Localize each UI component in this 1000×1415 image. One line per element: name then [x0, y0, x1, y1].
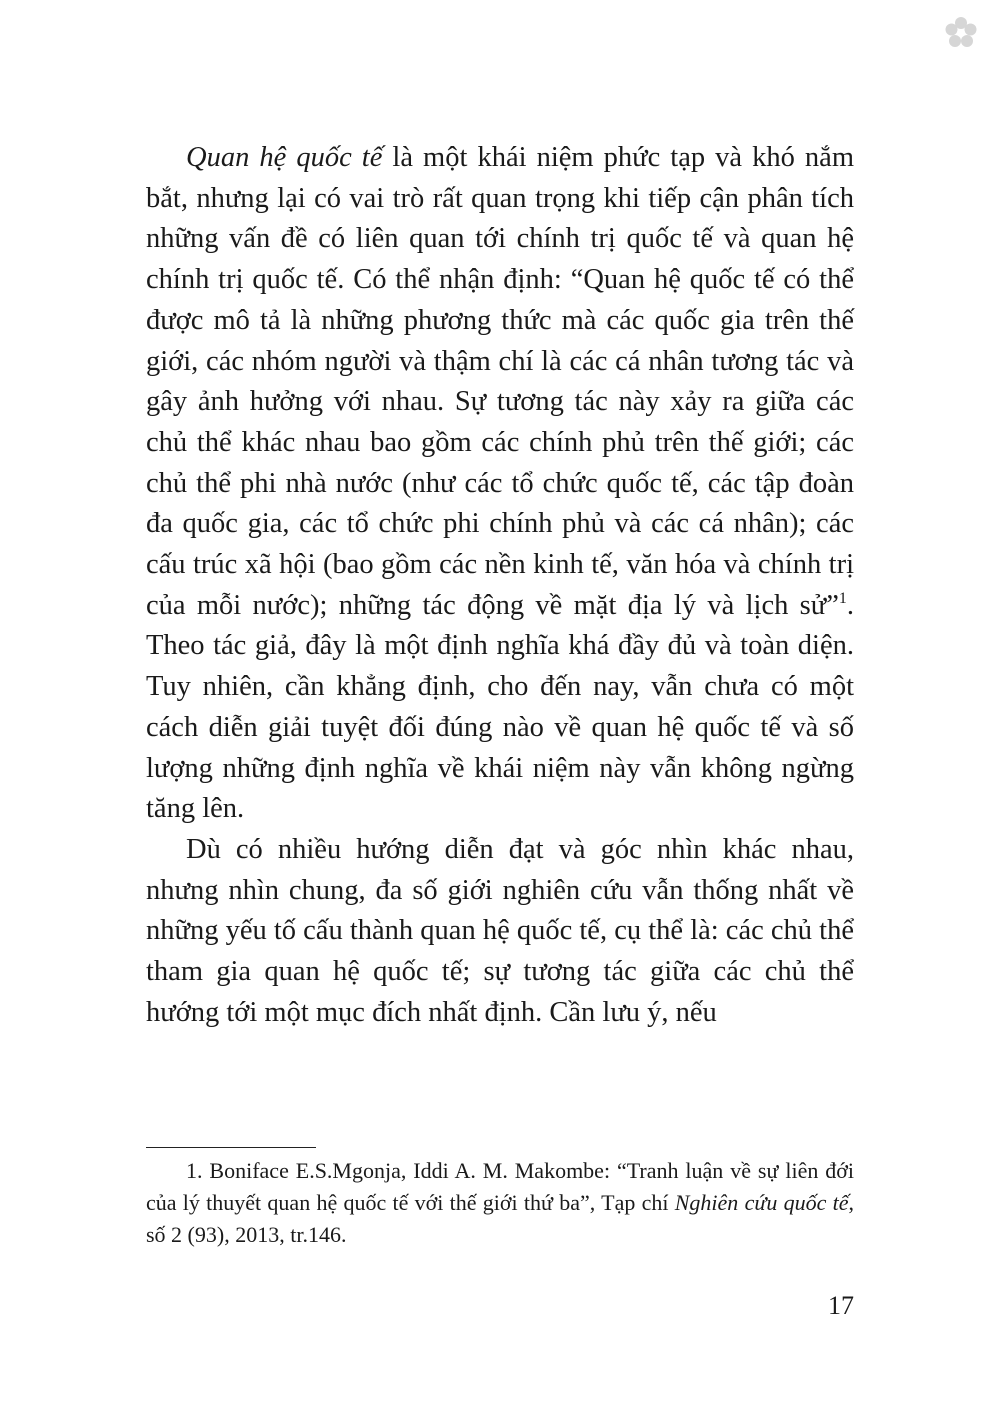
- paragraph-1-continuation: . Theo tác giả, đây là một định nghĩa khá đầy đủ và toàn diện. Tuy nhiên, cần khẳng định, cho đến nay, vẫn chưa có một cách diễn giải tuyệt đối đúng nào về quan hệ quốc tế và số lượng những định nghĩa về khái niệm này vẫn không ngừng tăng lên.: [146, 589, 854, 825]
- footnote-text: 1. Boniface E.S.Mgonja, Iddi A. M. Makombe: “Tranh luận về sự liên đới của lý thuyết quan hệ quốc tế với thế giới thứ ba”, Tạp chí: [146, 1158, 854, 1215]
- main-text: [146, 138, 854, 1033]
- footnote-divider: [146, 1147, 316, 1148]
- paragraph-1: [146, 138, 854, 830]
- footnote-text-end: , số 2 (93), 2013, tr.146.: [146, 1190, 855, 1247]
- paragraph-1-text: là một khái niệm phức tạp và khó nắm bắt, nhưng lại có vai trò rất quan trọng khi tiếp cận phân tích những vấn đề có liên quan tới chính trị quốc tế và quan hệ chính trị quốc tế. Có thể nhận định: “Quan hệ quốc tế có thể được mô tả là những phương thức mà các quốc gia trên thế giới, các nhóm người và thậm chí là các cá nhân tương tác và gây ảnh hưởng với nhau. Sự tương tác này xảy ra giữa các chủ thể khác nhau bao gồm các chính phủ trên thế giới; các chủ thể phi nhà nước (như các tổ chức quốc tế, các tập đoàn đa quốc gia, các tổ chức phi chính phủ và các cá nhân); các cấu trúc xã hội (bao gồm các nền kinh tế, văn hóa và chính trị của mỗi nước); những tác động về mặt địa lý và lịch sử”: [146, 142, 854, 621]
- footnote-reference: 1: [838, 589, 847, 607]
- page-number: 17: [828, 1291, 854, 1320]
- italic-term: Quan hệ quốc tế: [186, 142, 383, 173]
- paragraph-2: Dù có nhiều hướng diễn đạt và góc nhìn khác nhau, nhưng nhìn chung, đa số giới nghiên cứu vẫn thống nhất về những yếu tố cấu thành quan hệ quốc tế, cụ thể là: các chủ thể tham gia quan hệ quốc tế; sự tương tác giữa các chủ thể hướng tới một mục đích nhất định. Cần lưu ý, nếu: [146, 833, 854, 1028]
- footnote: [146, 1155, 854, 1251]
- journal-title: Nghiên cứu quốc tế: [674, 1190, 849, 1215]
- flower-ornament-icon: [944, 16, 978, 50]
